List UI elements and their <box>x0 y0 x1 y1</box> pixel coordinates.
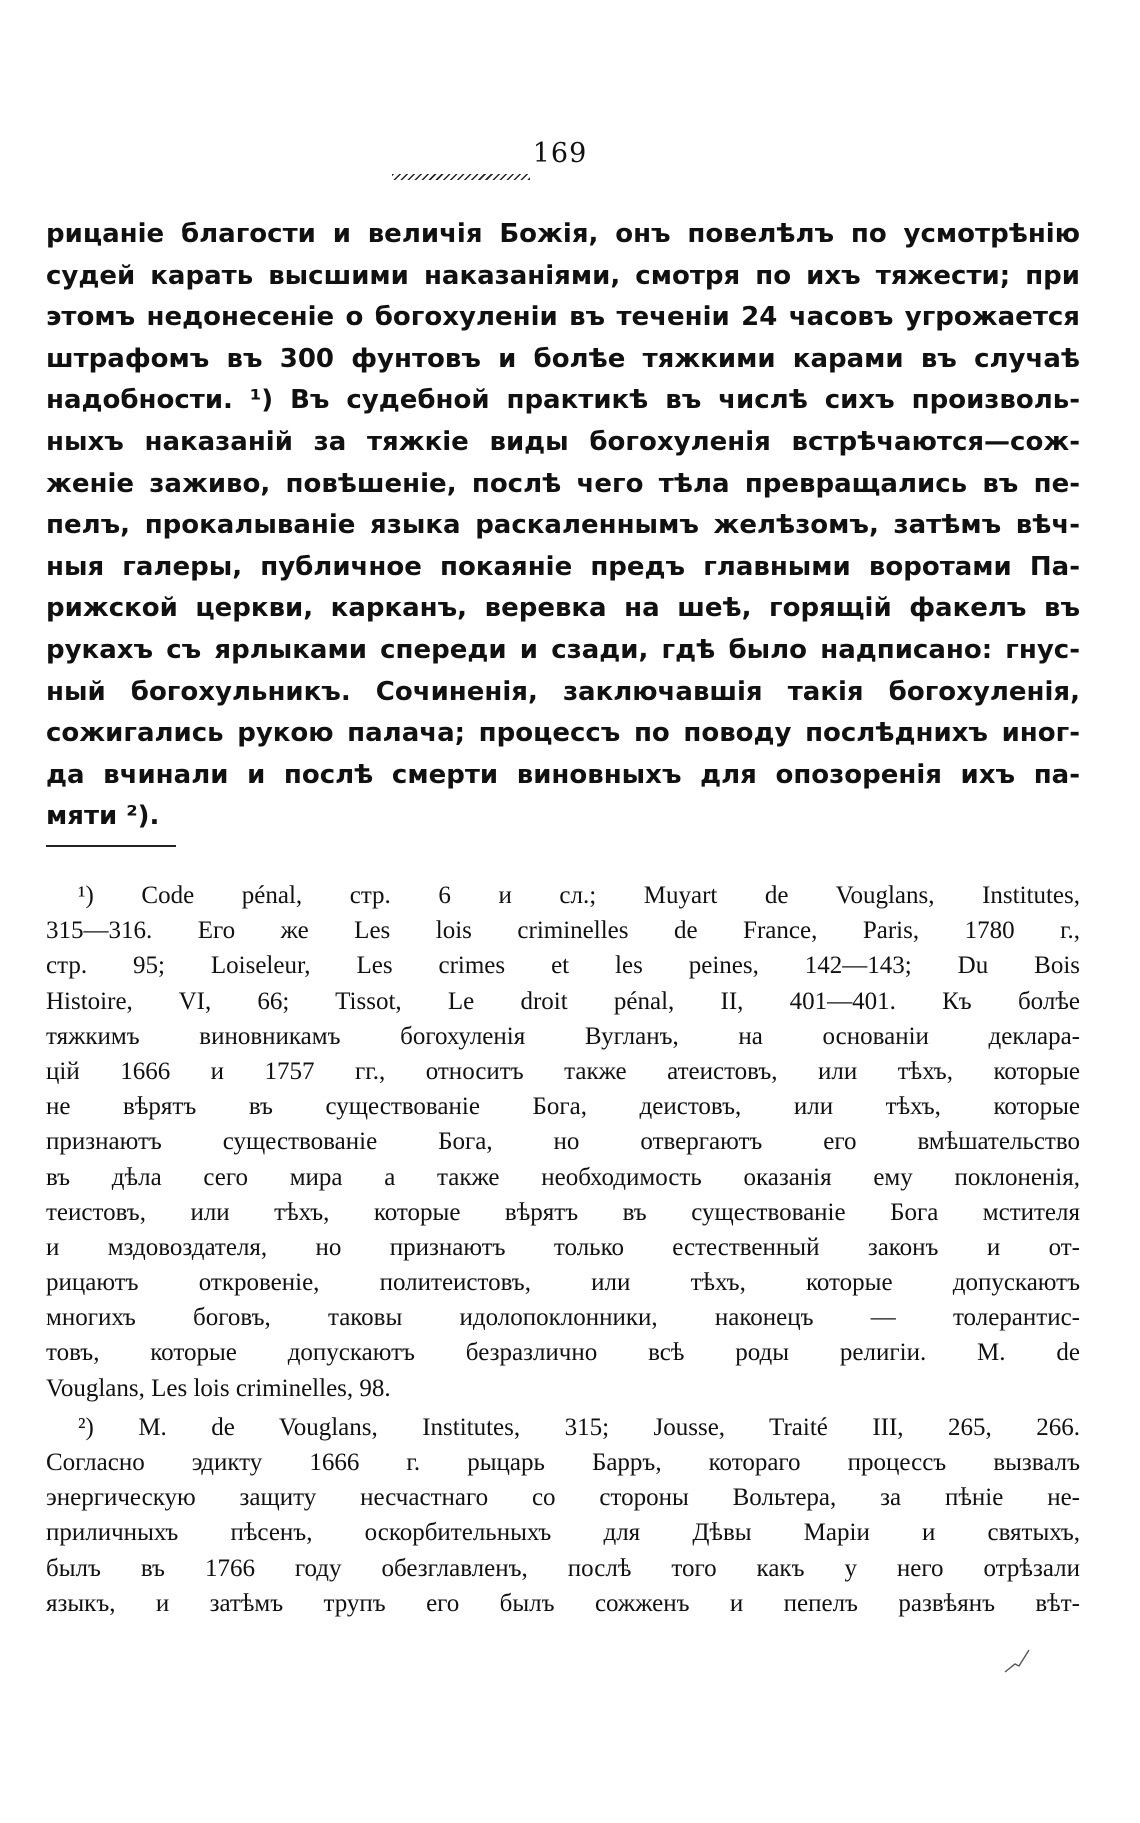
footnote-2 <box>46 1410 1080 1621</box>
footnote-line: ¹) Code pénal, стр. 6 и сл.; Muyart de Vouglans, Institutes, <box>78 882 1080 909</box>
main-text-line: рицаніе благости и величія Божія, онъ повелѣлъ по усмотрѣнію <box>46 219 1080 249</box>
page-number: 169 <box>532 138 588 169</box>
footnote-line: Vouglans, Les lois criminelles, 98. <box>46 1374 391 1402</box>
footnote-line: тяжкимъ виновникамъ богохуленія Вугланъ, на основаніи деклара- <box>46 1022 1080 1050</box>
footnote-line: Histoire, VI, 66; Tissot, Le droit pénal, II, 401—401. Къ болѣе <box>46 987 1080 1015</box>
footnote-line: признаютъ существованіе Бога, но отвергаютъ его вмѣшательство <box>46 1128 1080 1156</box>
footnote-separator <box>46 845 176 847</box>
footnotes <box>46 878 1080 1621</box>
main-text-line: ныя галеры, публичное покаяніе предъ главными воротами Па- <box>46 551 1080 582</box>
footnote-line: рицаютъ откровеніе, политеистовъ, или тѣхъ, которые допускаютъ <box>46 1269 1080 1297</box>
main-text-line: судей карать высшими наказаніями, смотря по ихъ тяжести; при <box>46 260 1080 291</box>
footnote-line: теистовъ, или тѣхъ, которые вѣрятъ въ существованіе Бога мстителя <box>46 1198 1080 1226</box>
footnote-line: языкъ, и затѣмъ трупъ его былъ сожженъ и пепелъ развѣянъ вѣт- <box>46 1589 1080 1617</box>
footnote-line: товъ, которые допускаютъ безразлично всѣ роды религіи. M. de <box>46 1339 1080 1367</box>
main-text-line: рукахъ съ ярлыками спереди и сзади, гдѣ было надписано: гнус- <box>46 634 1080 665</box>
footnote-line: былъ въ 1766 году обезглавленъ, послѣ того какъ у него отрѣзали <box>46 1554 1080 1582</box>
main-text-line: этомъ недонесеніе о богохуленіи въ теченіи 24 часовъ угрожается <box>46 302 1080 333</box>
footnote-line: многихъ боговъ, таковы идолопоклонники, наконецъ — толерантис- <box>46 1304 1080 1332</box>
footnote-line: 315—316. Его же Les lois criminelles de France, Paris, 1780 г., <box>46 917 1080 945</box>
main-text-line: мяти ²). <box>46 801 160 832</box>
footnote-line: цій 1666 и 1757 гг., относитъ также атеистовъ, или тѣхъ, которые <box>46 1057 1080 1085</box>
footnote-line: энергическую защиту несчастнаго со стороны Вольтера, за пѣніе не- <box>46 1484 1080 1512</box>
footnote-line: стр. 95; Loiseleur, Les crimes et les peines, 142—143; Du Bois <box>46 952 1080 980</box>
main-text-line: штрафомъ въ 300 фунтовъ и болѣе тяжкими карами въ случаѣ <box>46 343 1080 374</box>
footnote-line: Согласно эдикту 1666 г. рыцарь Барръ, котораго процессъ вызвалъ <box>46 1449 1080 1476</box>
main-text <box>46 214 1080 838</box>
main-text-line: ный богохульникъ. Сочиненія, заключавшія такія богохуленія, <box>46 676 1080 707</box>
main-text-line: женіе заживо, повѣшеніе, послѣ чего тѣла превращались въ пе- <box>46 468 1080 499</box>
page-number-ornament <box>392 174 530 180</box>
footnote-marker: ¹) <box>78 882 94 909</box>
footnote-line: приличныхъ пѣсенъ, оскорбительныхъ для Дѣвы Маріи и святыхъ, <box>46 1519 1080 1547</box>
main-text-line: сожигались рукою палача; процессъ по поводу послѣднихъ иног- <box>46 718 1080 749</box>
main-text-line: да вчинали и послѣ смерти виновныхъ для опозоренія ихъ па- <box>46 759 1080 790</box>
footnote-1 <box>46 878 1080 1406</box>
footnote-line: не вѣрятъ въ существованіе Бога, деистовъ, или тѣхъ, которые <box>46 1093 1080 1121</box>
footnote-line: ²) M. de Vouglans, Institutes, 315; Jousse, Traité III, 265, 266. <box>78 1413 1080 1441</box>
main-text-line: пелъ, прокалываніе языка раскаленнымъ желѣзомъ, затѣмъ вѣч- <box>46 510 1080 541</box>
main-text-line: ныхъ наказаній за тяжкіе виды богохуленія встрѣчаются—сож- <box>46 426 1080 457</box>
pencil-mark-icon <box>1003 1648 1031 1674</box>
main-text-line: надобности. ¹) Въ судебной практикѣ въ числѣ сихъ произволь- <box>46 385 1080 416</box>
footnote-line: въ дѣла сего мира а также необходимость оказанія ему поклоненія, <box>46 1163 1080 1191</box>
main-text-line: рижской церкви, карканъ, веревка на шеѣ, горящій факелъ въ <box>46 593 1080 624</box>
footnote-line: и мздовоздателя, но признаютъ только естественный законъ и от- <box>46 1233 1080 1261</box>
footnote-marker: ²) <box>78 1413 94 1441</box>
